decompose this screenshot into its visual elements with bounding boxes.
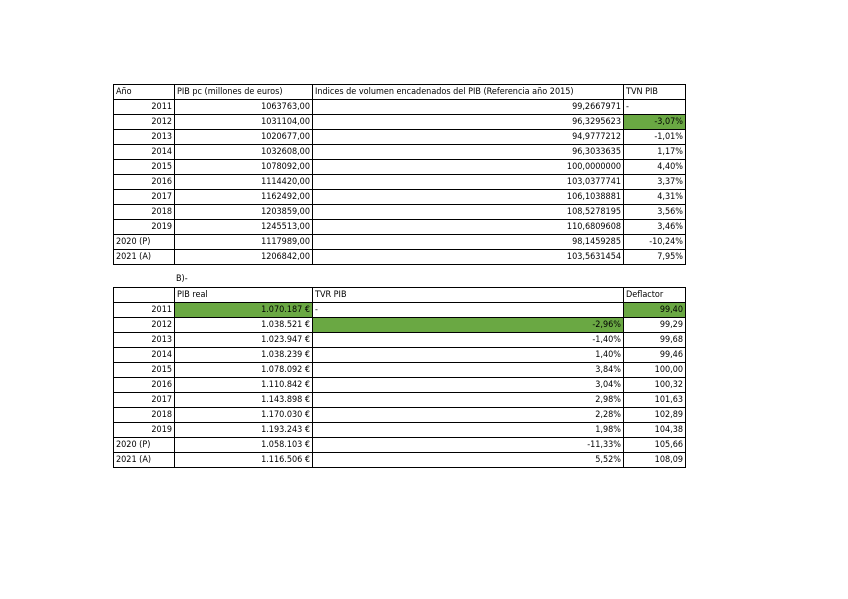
table-cell[interactable]: 1206842,00 bbox=[175, 250, 313, 265]
column-header[interactable]: TVR PIB bbox=[313, 288, 624, 303]
table-row bbox=[114, 175, 686, 190]
table-cell[interactable]: 7,95% bbox=[624, 250, 686, 265]
table-cell[interactable]: 2014 bbox=[114, 348, 175, 363]
table-cell[interactable]: 96,3295623 bbox=[313, 115, 624, 130]
table-cell[interactable]: 1.170.030 € bbox=[175, 408, 313, 423]
table-row bbox=[114, 205, 686, 220]
table-cell[interactable]: 99,40 bbox=[624, 303, 686, 318]
table-cell[interactable]: 102,89 bbox=[624, 408, 686, 423]
table-cell[interactable]: 1063763,00 bbox=[175, 100, 313, 115]
table-cell[interactable]: 106,1038881 bbox=[313, 190, 624, 205]
table-cell[interactable]: 1,17% bbox=[624, 145, 686, 160]
table-cell[interactable]: 1.038.239 € bbox=[175, 348, 313, 363]
table-cell[interactable]: 3,84% bbox=[313, 363, 624, 378]
table-cell[interactable]: 1.023.947 € bbox=[175, 333, 313, 348]
table-cell[interactable]: 2013 bbox=[114, 130, 175, 145]
table-cell[interactable]: 108,5278195 bbox=[313, 205, 624, 220]
table-cell[interactable]: -3,07% bbox=[624, 115, 686, 130]
table-cell[interactable]: 5,52% bbox=[313, 453, 624, 468]
table-cell[interactable]: 1.193.243 € bbox=[175, 423, 313, 438]
table-row bbox=[114, 130, 686, 145]
table-cell[interactable]: 1.078.092 € bbox=[175, 363, 313, 378]
table-cell[interactable]: 99,2667971 bbox=[313, 100, 624, 115]
table-cell[interactable]: 1203859,00 bbox=[175, 205, 313, 220]
table-cell[interactable]: 105,66 bbox=[624, 438, 686, 453]
real-gdp-deflator-table bbox=[113, 287, 686, 468]
table-cell[interactable]: 3,46% bbox=[624, 220, 686, 235]
table-cell[interactable]: 1.058.103 € bbox=[175, 438, 313, 453]
table-row bbox=[114, 100, 686, 115]
table-cell[interactable]: 2,28% bbox=[313, 408, 624, 423]
table-cell[interactable]: 2017 bbox=[114, 190, 175, 205]
table-cell[interactable]: 2016 bbox=[114, 378, 175, 393]
table-cell[interactable]: -1,01% bbox=[624, 130, 686, 145]
table-cell[interactable]: 2,98% bbox=[313, 393, 624, 408]
table-cell[interactable]: 2019 bbox=[114, 423, 175, 438]
table-cell[interactable]: 2018 bbox=[114, 408, 175, 423]
table-row bbox=[114, 220, 686, 235]
column-header[interactable]: PIB real bbox=[175, 288, 313, 303]
table-cell[interactable]: 1031104,00 bbox=[175, 115, 313, 130]
table-row bbox=[114, 348, 686, 363]
table-row bbox=[114, 453, 686, 468]
table-cell[interactable]: 100,0000000 bbox=[313, 160, 624, 175]
table-cell[interactable]: 1.038.521 € bbox=[175, 318, 313, 333]
table-row bbox=[114, 408, 686, 423]
column-header[interactable]: Deflactor bbox=[624, 288, 686, 303]
column-header[interactable]: Año bbox=[114, 85, 175, 100]
table-cell[interactable]: 2020 (P) bbox=[114, 235, 175, 250]
table-cell[interactable]: 1020677,00 bbox=[175, 130, 313, 145]
gdp-volume-index-table bbox=[113, 84, 686, 265]
table-cell[interactable]: 108,09 bbox=[624, 453, 686, 468]
table-row bbox=[114, 423, 686, 438]
table-cell[interactable]: 2015 bbox=[114, 160, 175, 175]
table-cell[interactable]: 99,46 bbox=[624, 348, 686, 363]
table-row bbox=[114, 363, 686, 378]
table-cell[interactable]: 1.110.842 € bbox=[175, 378, 313, 393]
table-cell[interactable]: 2021 (A) bbox=[114, 453, 175, 468]
table-row bbox=[114, 378, 686, 393]
table-cell[interactable]: 103,0377741 bbox=[313, 175, 624, 190]
table-row bbox=[114, 115, 686, 130]
table-cell[interactable]: 1.116.506 € bbox=[175, 453, 313, 468]
table-row bbox=[114, 235, 686, 250]
table-cell[interactable]: 2012 bbox=[114, 318, 175, 333]
table-row bbox=[114, 333, 686, 348]
table-cell[interactable]: 1078092,00 bbox=[175, 160, 313, 175]
table-cell[interactable]: 1032608,00 bbox=[175, 145, 313, 160]
table-cell[interactable]: 103,5631454 bbox=[313, 250, 624, 265]
table-cell[interactable]: 2012 bbox=[114, 115, 175, 130]
table-row bbox=[114, 190, 686, 205]
table-row bbox=[114, 393, 686, 408]
table-row bbox=[114, 318, 686, 333]
column-header[interactable]: Indices de volumen encadenados del PIB (Referencia año 2015) bbox=[313, 85, 624, 100]
table-cell[interactable]: 1.143.898 € bbox=[175, 393, 313, 408]
table-cell[interactable]: 96,3033635 bbox=[313, 145, 624, 160]
table-cell[interactable]: 2017 bbox=[114, 393, 175, 408]
table-cell[interactable]: 99,68 bbox=[624, 333, 686, 348]
table-cell[interactable]: 2019 bbox=[114, 220, 175, 235]
table-cell[interactable]: 2016 bbox=[114, 175, 175, 190]
table-cell[interactable]: 1,40% bbox=[313, 348, 624, 363]
table-cell[interactable]: 110,6809608 bbox=[313, 220, 624, 235]
table-cell[interactable]: 1,98% bbox=[313, 423, 624, 438]
table-cell[interactable]: 98,1459285 bbox=[313, 235, 624, 250]
table-cell[interactable]: 99,29 bbox=[624, 318, 686, 333]
table-row bbox=[114, 160, 686, 175]
table-cell[interactable]: 2015 bbox=[114, 363, 175, 378]
table-cell[interactable]: -11,33% bbox=[313, 438, 624, 453]
table-cell[interactable]: 4,40% bbox=[624, 160, 686, 175]
table-cell[interactable]: 2011 bbox=[114, 100, 175, 115]
column-header[interactable]: TVN PIB bbox=[624, 85, 686, 100]
table-cell[interactable]: 100,32 bbox=[624, 378, 686, 393]
table-row bbox=[114, 303, 686, 318]
table-cell[interactable]: - bbox=[313, 303, 624, 318]
table-cell[interactable]: 94,9777212 bbox=[313, 130, 624, 145]
table-cell[interactable]: 1114420,00 bbox=[175, 175, 313, 190]
section-b-label: B)- bbox=[176, 274, 188, 284]
table-cell[interactable]: - bbox=[624, 100, 686, 115]
table-cell[interactable]: 100,00 bbox=[624, 363, 686, 378]
table-cell[interactable]: 2018 bbox=[114, 205, 175, 220]
header-row bbox=[114, 288, 686, 303]
table-cell[interactable]: -1,40% bbox=[313, 333, 624, 348]
column-header[interactable] bbox=[114, 288, 175, 303]
table-row bbox=[114, 145, 686, 160]
table-cell[interactable]: 104,38 bbox=[624, 423, 686, 438]
table-row bbox=[114, 250, 686, 265]
column-header[interactable]: PIB pc (millones de euros) bbox=[175, 85, 313, 100]
table-cell[interactable]: 1245513,00 bbox=[175, 220, 313, 235]
table-cell[interactable]: 1162492,00 bbox=[175, 190, 313, 205]
table-cell[interactable]: 2013 bbox=[114, 333, 175, 348]
table-cell[interactable]: 1.070.187 € bbox=[175, 303, 313, 318]
table-cell[interactable]: 101,63 bbox=[624, 393, 686, 408]
table-cell[interactable]: 3,04% bbox=[313, 378, 624, 393]
table-cell[interactable]: -10,24% bbox=[624, 235, 686, 250]
table-cell[interactable]: 4,31% bbox=[624, 190, 686, 205]
table-cell[interactable]: 2011 bbox=[114, 303, 175, 318]
table-cell[interactable]: 3,37% bbox=[624, 175, 686, 190]
table-cell[interactable]: -2,96% bbox=[313, 318, 624, 333]
table-cell[interactable]: 2020 (P) bbox=[114, 438, 175, 453]
table-cell[interactable]: 2021 (A) bbox=[114, 250, 175, 265]
table-cell[interactable]: 3,56% bbox=[624, 205, 686, 220]
header-row bbox=[114, 85, 686, 100]
table-cell[interactable]: 2014 bbox=[114, 145, 175, 160]
table-cell[interactable]: 1117989,00 bbox=[175, 235, 313, 250]
table-row bbox=[114, 438, 686, 453]
